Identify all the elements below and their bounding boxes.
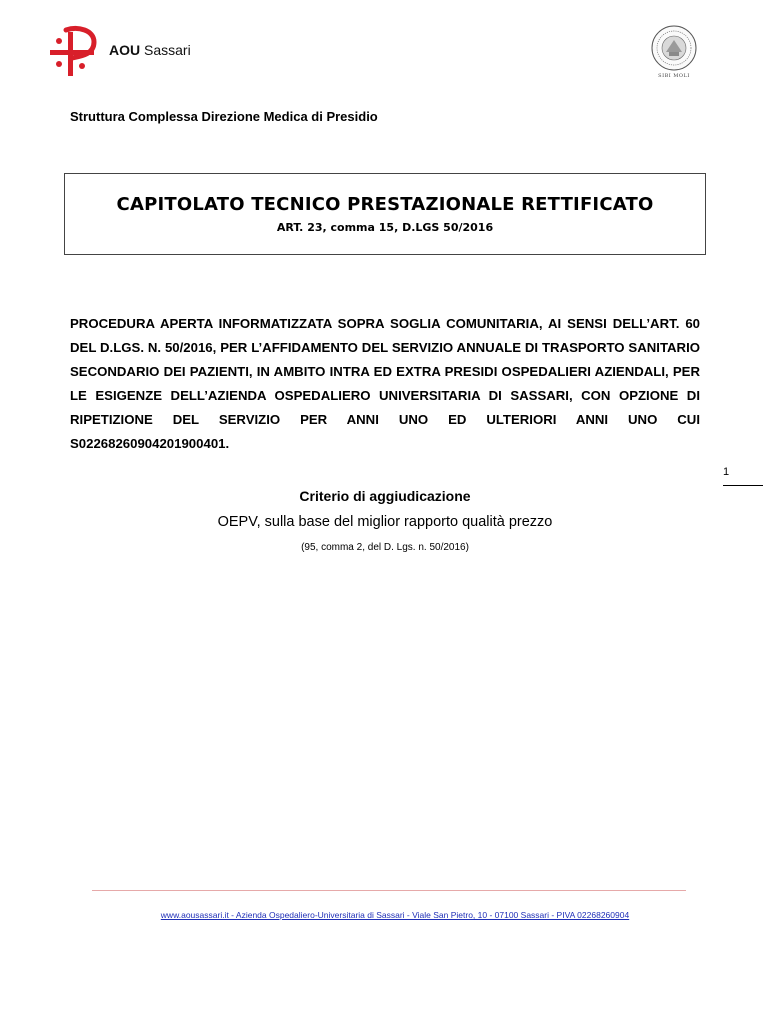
- brand-name: [109, 42, 191, 58]
- aou-logo-icon: [48, 24, 100, 80]
- page-number: 1: [723, 466, 730, 478]
- criterion-title: Criterio di aggiudicazione: [299, 488, 471, 504]
- structure-name: Struttura Complessa Direzione Medica di Presidio: [70, 109, 378, 124]
- footer-link[interactable]: www.aousassari.it - Azienda Ospedaliero-Universitaria di Sassari - Viale San Pietro, 10 - 07100 Sassari - PIVA 02268260904: [160, 910, 630, 920]
- university-seal-icon: [650, 24, 698, 72]
- document-title: CAPITOLATO TECNICO PRESTAZIONALE RETTIFICATO: [116, 194, 654, 215]
- brand-name-rest: Sassari: [140, 42, 191, 58]
- procedure-description: PROCEDURA APERTA INFORMATIZZATA SOPRA SOGLIA COMUNITARIA, AI SENSI DELL’ART. 60 DEL D.LGS. N. 50/2016, PER L’AFFIDAMENTO DEL SERVIZIO ANNUALE DI TRASPORTO SANITARIO SECONDARIO DEI PAZIENTI, IN AMBITO INTRA ED EXTRA PRESIDI OSPEDALIERI AZIENDALI, PER LE ESIGENZE DELL’AZIENDA OSPEDALIERO UNIVERSITARIA DI SASSARI, CON OPZIONE DI RIPETIZIONE DEL SERVIZIO PER ANNI UNO ED ULTERIORI ANNI UNO CUI S02268260904201900401.: [70, 316, 700, 452]
- criterion-reference: (95, comma 2, del D. Lgs. n. 50/2016): [301, 542, 469, 553]
- seal-caption: SIBI MOLI: [658, 73, 690, 79]
- footer-divider: [92, 890, 686, 891]
- criterion-text: OEPV, sulla base del miglior rapporto qualità prezzo: [217, 514, 553, 530]
- brand-name-bold: AOU: [109, 42, 141, 58]
- document-subtitle: ART. 23, comma 15, D.LGS 50/2016: [276, 221, 494, 234]
- page-number-rule: [723, 485, 763, 486]
- title-box: [64, 173, 706, 255]
